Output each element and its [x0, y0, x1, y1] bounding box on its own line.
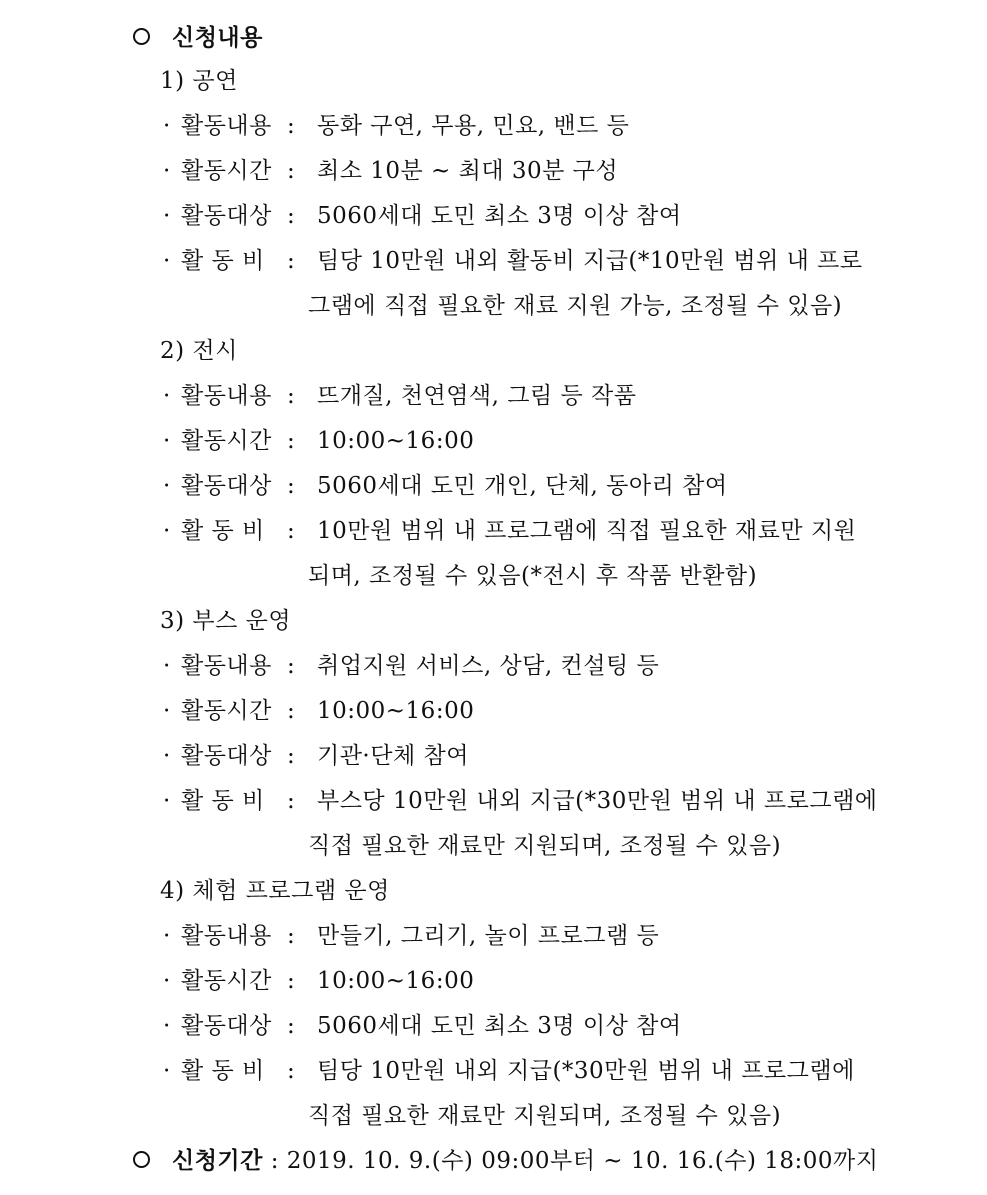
dot-bullet-icon: · [163, 158, 171, 184]
list-item [163, 1051, 855, 1091]
item-colon: : [287, 428, 296, 454]
list-item [163, 196, 682, 236]
item-colon: : [287, 923, 296, 949]
item-label: 활동내용 [181, 653, 272, 679]
item-label: 활동대상 [181, 743, 272, 769]
item-colon: : [287, 518, 296, 544]
item-text: 기관·단체 참여 [317, 743, 469, 769]
item-colon: : [287, 698, 296, 724]
item-text: 최소 10분 ~ 최대 30분 구성 [317, 158, 619, 184]
item-colon: : [287, 473, 296, 499]
item-label: 활동시간 [181, 968, 272, 994]
section-heading-application-period [133, 1141, 879, 1181]
item-text: 뜨개질, 천연염색, 그림 등 작품 [317, 383, 637, 409]
dot-bullet-icon: · [163, 968, 171, 994]
item-label: 활동시간 [181, 428, 272, 454]
item-colon: : [287, 788, 296, 814]
subsection-title-performance: 1) 공연 [160, 68, 238, 94]
dot-bullet-icon: · [163, 383, 171, 409]
item-colon: : [287, 968, 296, 994]
item-text: 팀당 10만원 내외 활동비 지급(*10만원 범위 내 프로 [317, 248, 863, 274]
subsection-title-exhibition: 2) 전시 [160, 338, 238, 364]
dot-bullet-icon: · [163, 518, 171, 544]
item-label: 활동대상 [181, 203, 272, 229]
item-label: 활동시간 [181, 698, 272, 724]
item-label: 활 동 비 [181, 788, 265, 814]
list-item [163, 1006, 682, 1046]
item-continuation-text: 되며, 조정될 수 있음(*전시 후 작품 반환함) [308, 563, 758, 589]
item-text: 팀당 10만원 내외 지급(*30만원 범위 내 프로그램에 [317, 1058, 855, 1084]
list-item [163, 241, 863, 281]
item-colon: : [287, 1013, 296, 1039]
item-colon: : [287, 113, 296, 139]
item-colon: : [287, 743, 296, 769]
dot-bullet-icon: · [163, 248, 171, 274]
item-text: 부스당 10만원 내외 지급(*30만원 범위 내 프로그램에 [317, 788, 878, 814]
section-heading-application-content [133, 18, 263, 58]
item-text: 10:00~16:00 [317, 968, 475, 994]
item-text: 10:00~16:00 [317, 698, 475, 724]
item-continuation-text: 직접 필요한 재료만 지원되며, 조정될 수 있음) [308, 1103, 782, 1129]
item-text: 10:00~16:00 [317, 428, 475, 454]
item-label: 활동내용 [181, 113, 272, 139]
item-colon: : [287, 383, 296, 409]
dot-bullet-icon: · [163, 1013, 171, 1039]
item-label: 활 동 비 [181, 518, 265, 544]
item-continuation-text: 직접 필요한 재료만 지원되며, 조정될 수 있음) [308, 833, 782, 859]
item-label: 활동내용 [181, 923, 272, 949]
item-continuation-text: 그램에 직접 필요한 재료 지원 가능, 조정될 수 있음) [308, 293, 843, 319]
list-item [163, 736, 469, 776]
item-label: 활 동 비 [181, 248, 265, 274]
list-item [163, 376, 636, 416]
list-item [163, 151, 618, 191]
list-item [163, 691, 474, 731]
subsection-title-experience-program: 4) 체험 프로그램 운영 [160, 878, 390, 904]
item-text: 만들기, 그리기, 놀이 프로그램 등 [317, 923, 660, 949]
item-label: 활 동 비 [181, 1058, 265, 1084]
item-colon: : [287, 203, 296, 229]
dot-bullet-icon: · [163, 698, 171, 724]
list-item [163, 421, 474, 461]
item-text: 취업지원 서비스, 상담, 컨설팅 등 [317, 653, 660, 679]
item-label: 활동시간 [181, 158, 272, 184]
circle-bullet-icon [133, 1151, 150, 1168]
item-text: 5060세대 도민 최소 3명 이상 참여 [317, 203, 682, 229]
item-label: 활동내용 [181, 383, 272, 409]
list-item [163, 916, 659, 956]
item-text: 5060세대 도민 개인, 단체, 동아리 참여 [317, 473, 728, 499]
heading-text: 신청내용 [172, 25, 263, 51]
item-colon: : [287, 158, 296, 184]
dot-bullet-icon: · [163, 743, 171, 769]
list-item [163, 466, 728, 506]
item-text: 5060세대 도민 최소 3명 이상 참여 [317, 1013, 682, 1039]
item-label: 활동대상 [181, 473, 272, 499]
item-label: 활동대상 [181, 1013, 272, 1039]
period-colon: : [270, 1148, 279, 1174]
list-item [163, 511, 856, 551]
dot-bullet-icon: · [163, 788, 171, 814]
list-item [163, 106, 629, 146]
item-text: 동화 구연, 무용, 민요, 밴드 등 [317, 113, 630, 139]
item-colon: : [287, 1058, 296, 1084]
dot-bullet-icon: · [163, 653, 171, 679]
heading-text: 신청기간 [172, 1148, 263, 1174]
list-item [163, 961, 474, 1001]
dot-bullet-icon: · [163, 923, 171, 949]
list-item [163, 646, 659, 686]
list-item [163, 781, 878, 821]
item-colon: : [287, 653, 296, 679]
period-text: 2019. 10. 9.(수) 09:00부터 ~ 10. 16.(수) 18:00까지 [286, 1148, 879, 1174]
dot-bullet-icon: · [163, 428, 171, 454]
dot-bullet-icon: · [163, 473, 171, 499]
item-text: 10만원 범위 내 프로그램에 직접 필요한 재료만 지원 [317, 518, 857, 544]
dot-bullet-icon: · [163, 113, 171, 139]
dot-bullet-icon: · [163, 1058, 171, 1084]
dot-bullet-icon: · [163, 203, 171, 229]
subsection-title-booth: 3) 부스 운영 [160, 608, 292, 634]
circle-bullet-icon [133, 28, 150, 45]
item-colon: : [287, 248, 296, 274]
